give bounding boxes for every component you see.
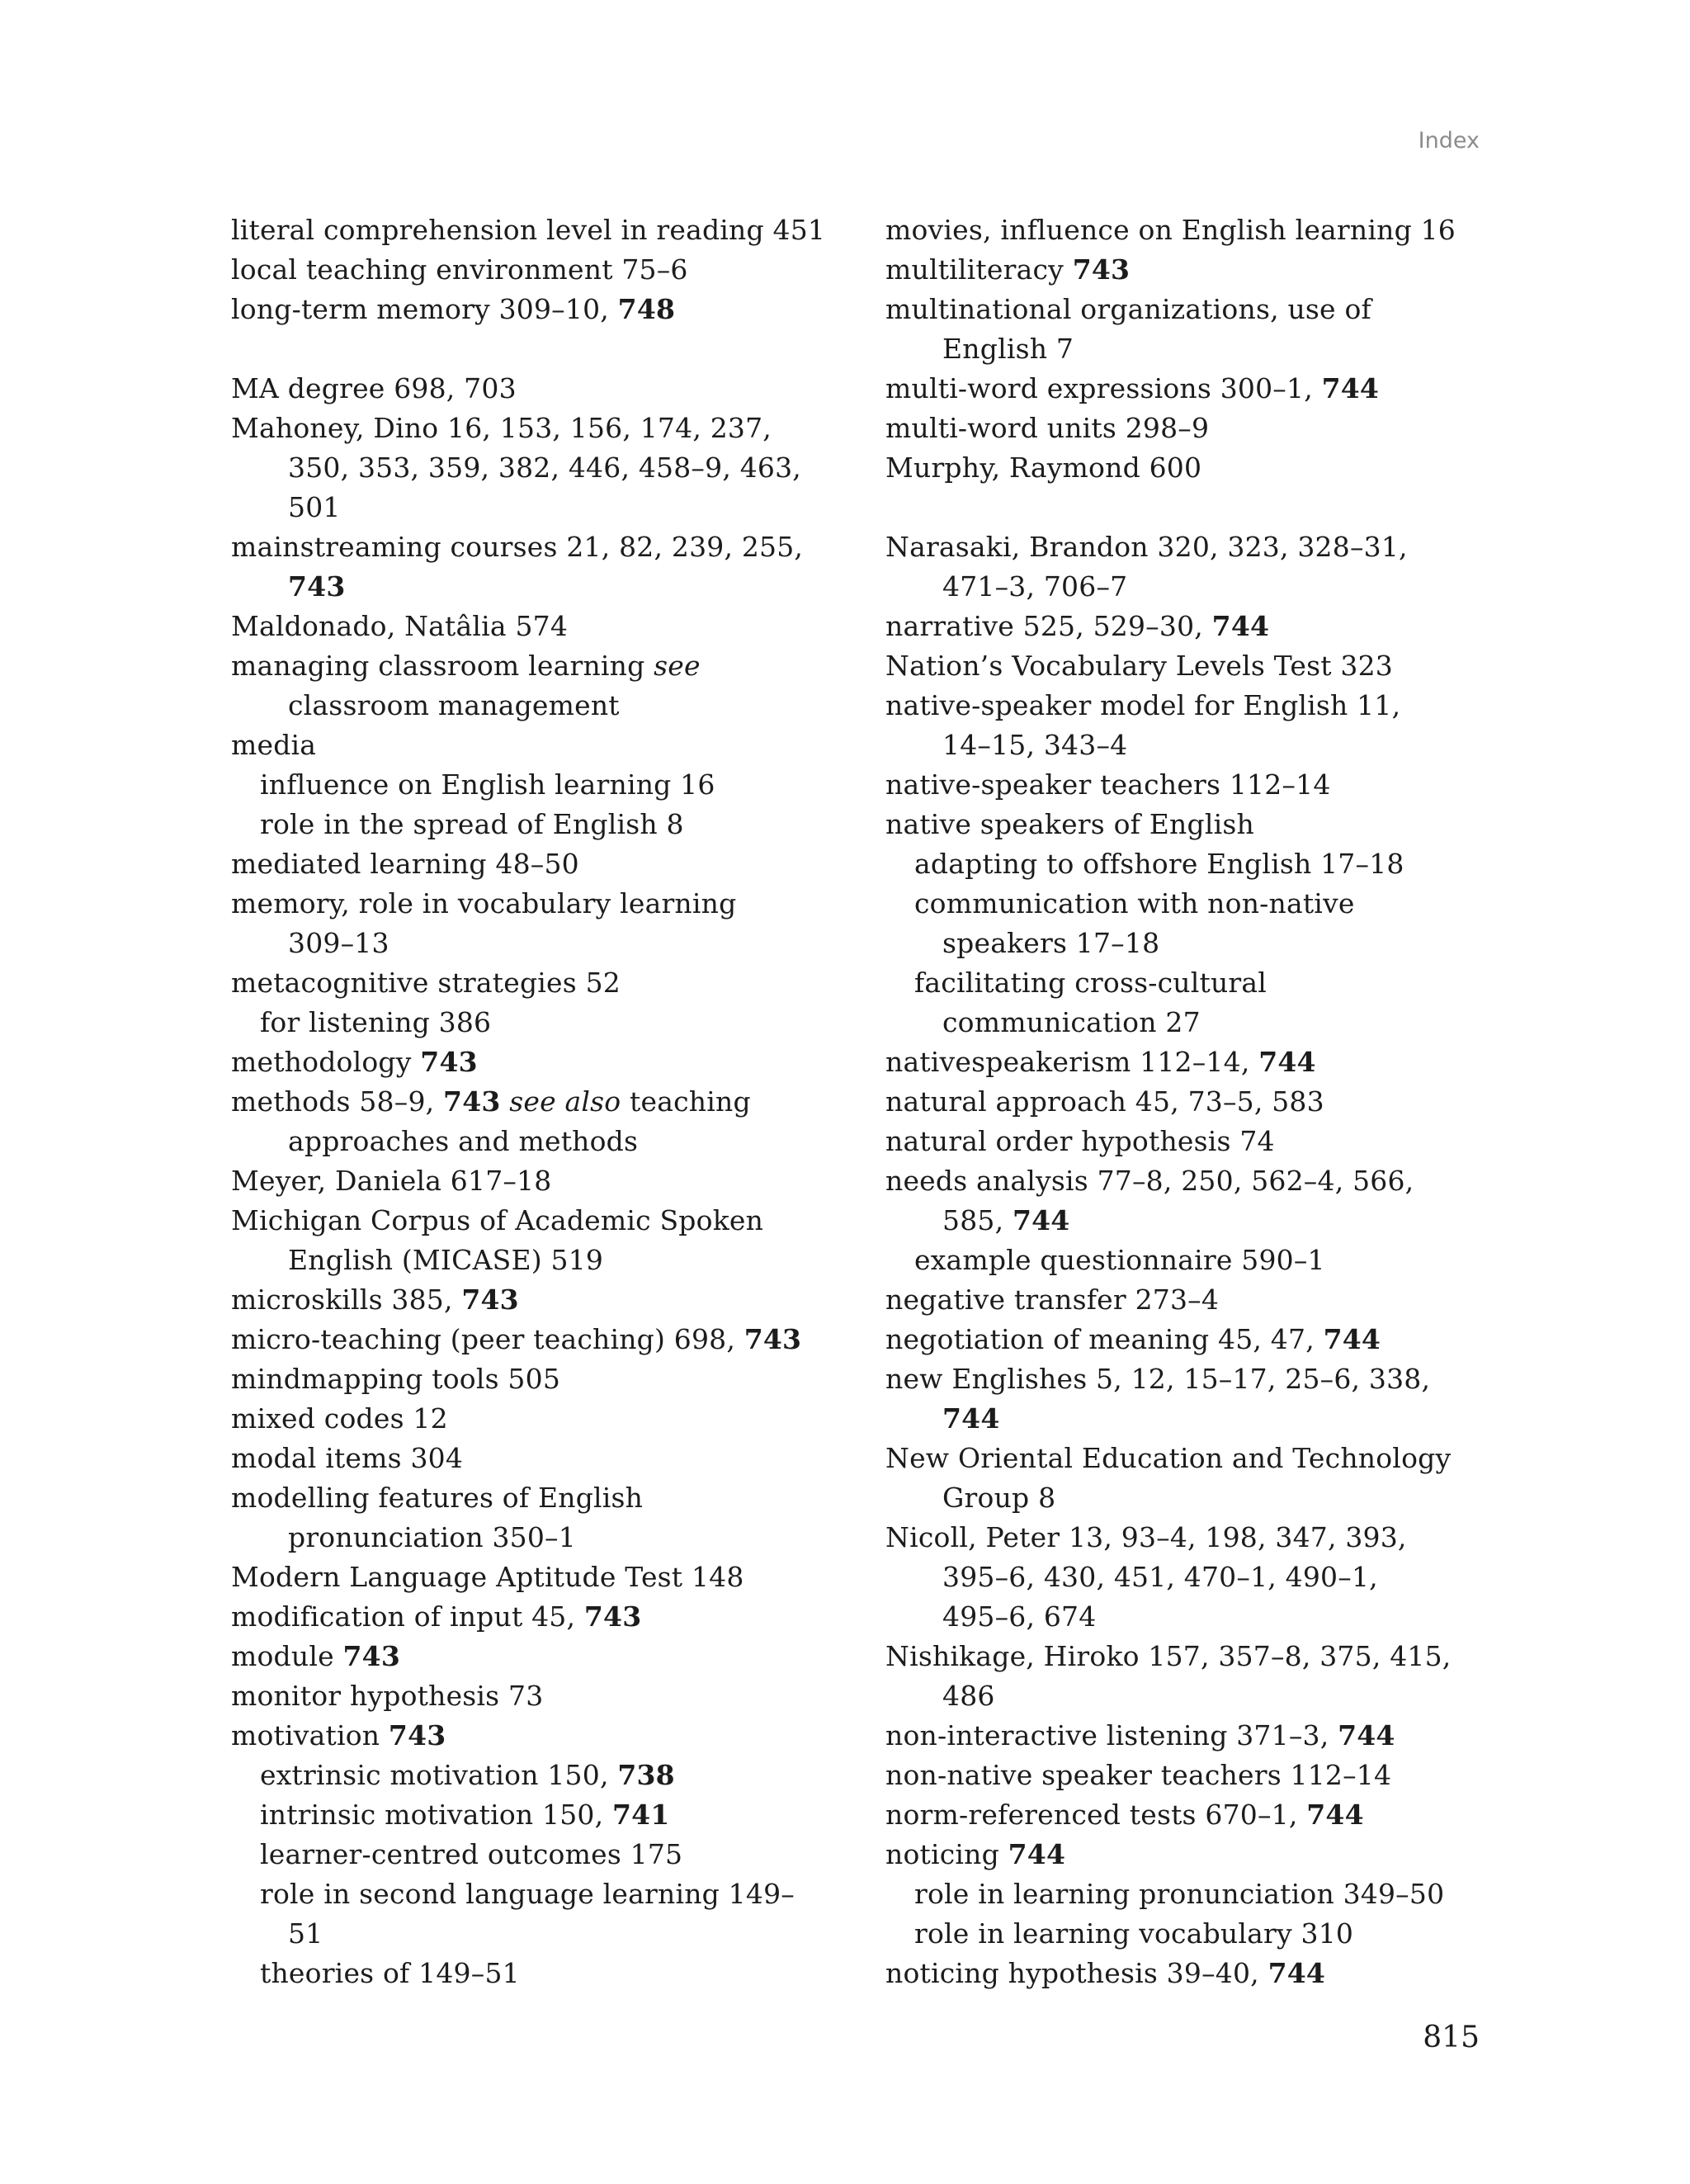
principal-page-ref: 744 — [1268, 1957, 1326, 1989]
index-entry-continuation — [885, 1003, 1496, 1042]
index-entry — [231, 1478, 858, 1518]
index-entry — [231, 1320, 858, 1359]
principal-page-ref: 743 — [288, 570, 346, 603]
index-entry — [885, 1122, 1496, 1161]
principal-page-ref: 744 — [1258, 1046, 1316, 1078]
entry-text: noticing — [885, 1838, 1008, 1870]
index-entry — [231, 1161, 858, 1201]
index-entry — [885, 1320, 1496, 1359]
entry-text: native speakers of English — [885, 808, 1254, 840]
entry-text: MA degree 698, 703 — [231, 372, 517, 404]
entry-text: English (MICASE) 519 — [288, 1244, 604, 1276]
entry-text: methodology — [231, 1046, 421, 1078]
entry-text: Mahoney, Dino 16, 153, 156, 174, 237, — [231, 412, 772, 444]
entry-text: noticing hypothesis 39–40, — [885, 1957, 1268, 1989]
entry-text: Nation’s Vocabulary Levels Test 323 — [885, 650, 1393, 682]
index-entry — [231, 1201, 858, 1241]
index-subentry — [231, 1003, 858, 1042]
index-subentry — [231, 805, 858, 844]
entry-text — [501, 1085, 510, 1118]
entry-text: teaching — [621, 1085, 751, 1118]
entry-text: mediated learning 48–50 — [231, 848, 579, 880]
entry-text: natural approach 45, 73–5, 583 — [885, 1085, 1324, 1118]
index-subentry — [231, 1756, 858, 1795]
principal-page-ref: 748 — [617, 293, 676, 325]
entry-text: Nishikage, Hiroko 157, 357–8, 375, 415, — [885, 1640, 1452, 1672]
index-subentry — [231, 1795, 858, 1835]
index-subentry — [231, 1874, 858, 1914]
index-entry-continuation — [885, 1676, 1496, 1716]
entry-text: communication 27 — [942, 1006, 1201, 1038]
index-entry-continuation — [231, 1241, 858, 1280]
entry-text: monitor hypothesis 73 — [231, 1680, 544, 1712]
entry-text: norm-referenced tests 670–1, — [885, 1799, 1307, 1831]
entry-text: module — [231, 1640, 343, 1672]
index-entry — [885, 290, 1496, 329]
index-entry — [885, 1716, 1496, 1756]
entry-text: Meyer, Daniela 617–18 — [231, 1165, 552, 1197]
entry-text: native-speaker model for English 11, — [885, 689, 1401, 721]
index-subentry — [231, 1835, 858, 1874]
entry-text: approaches and methods — [288, 1125, 639, 1157]
entry-text: 585, — [942, 1204, 1013, 1236]
entry-text: 486 — [942, 1680, 995, 1712]
principal-page-ref: 744 — [1211, 610, 1270, 642]
entry-text: Maldonado, Natâlia 574 — [231, 610, 569, 642]
index-entry — [231, 844, 858, 884]
entry-text: theories of 149–51 — [260, 1957, 520, 1989]
principal-page-ref: 743 — [388, 1719, 446, 1751]
index-entry — [885, 1439, 1496, 1478]
index-entry-continuation — [885, 329, 1496, 369]
running-header: Index — [1418, 128, 1480, 154]
index-entry-continuation — [885, 567, 1496, 607]
index-entry — [885, 1835, 1496, 1874]
index-entry — [231, 1082, 858, 1122]
entry-text: needs analysis 77–8, 250, 562–4, 566, — [885, 1165, 1414, 1197]
entry-text: memory, role in vocabulary learning — [231, 887, 737, 919]
index-entry — [885, 1518, 1496, 1558]
principal-page-ref: 743 — [342, 1640, 400, 1672]
principal-page-ref: 744 — [1321, 372, 1380, 404]
entry-text: Michigan Corpus of Academic Spoken — [231, 1204, 764, 1236]
index-entry — [231, 1439, 858, 1478]
entry-text: literal comprehension level in reading 451 — [231, 214, 826, 246]
entry-text: Group 8 — [942, 1482, 1056, 1514]
entry-text: example questionnaire 590–1 — [914, 1244, 1325, 1276]
entry-text: narrative 525, 529–30, — [885, 610, 1212, 642]
index-subentry — [885, 963, 1496, 1003]
index-entry — [885, 527, 1496, 567]
entry-text: Murphy, Raymond 600 — [885, 451, 1202, 484]
index-entry — [885, 409, 1496, 448]
index-entry — [885, 607, 1496, 646]
page-number: 815 — [1423, 2021, 1480, 2054]
principal-page-ref: 741 — [612, 1799, 670, 1831]
entry-text: long-term memory 309–10, — [231, 293, 618, 325]
entry-text: 51 — [288, 1917, 323, 1950]
entry-text: negative transfer 273–4 — [885, 1283, 1220, 1316]
index-entry — [885, 1042, 1496, 1082]
index-entry-continuation — [885, 1201, 1496, 1241]
index-entry — [885, 805, 1496, 844]
entry-text: movies, influence on English learning 16 — [885, 214, 1456, 246]
index-entry — [231, 210, 858, 250]
index-entry-continuation — [885, 1399, 1496, 1439]
entry-text: Narasaki, Brandon 320, 323, 328–31, — [885, 531, 1408, 563]
entry-text: multiliteracy — [885, 253, 1073, 286]
cross-reference: see — [654, 650, 701, 682]
entry-text: 495–6, 674 — [942, 1600, 1097, 1633]
entry-text: managing classroom learning — [231, 650, 654, 682]
entry-text: motivation — [231, 1719, 389, 1751]
index-entry — [885, 1954, 1496, 1993]
index-entry — [231, 1042, 858, 1082]
entry-text: 350, 353, 359, 382, 446, 458–9, 463, — [288, 451, 801, 484]
principal-page-ref: 744 — [1323, 1323, 1381, 1355]
index-subentry — [885, 844, 1496, 884]
entry-text: multinational organizations, use of — [885, 293, 1371, 325]
index-entry — [885, 1795, 1496, 1835]
index-entry-continuation — [885, 726, 1496, 765]
entry-text: negotiation of meaning 45, 47, — [885, 1323, 1324, 1355]
entry-text: local teaching environment 75–6 — [231, 253, 688, 286]
principal-page-ref: 743 — [420, 1046, 478, 1078]
index-entry-continuation — [231, 686, 858, 726]
index-entry — [885, 765, 1496, 805]
index-column-left — [231, 210, 858, 1993]
entry-text: role in learning vocabulary 310 — [914, 1917, 1354, 1950]
index-entry-continuation — [231, 488, 858, 527]
entry-text: multi-word expressions 300–1, — [885, 372, 1322, 404]
index-entry — [231, 1716, 858, 1756]
index-entry — [231, 369, 858, 409]
index-entry — [231, 527, 858, 567]
index-entry — [231, 1597, 858, 1637]
entry-text: new Englishes 5, 12, 15–17, 25–6, 338, — [885, 1363, 1431, 1395]
index-entry — [231, 1399, 858, 1439]
entry-text: mindmapping tools 505 — [231, 1363, 561, 1395]
index-entry-continuation — [231, 567, 858, 607]
index-subentry — [885, 1874, 1496, 1914]
index-subentry — [231, 1954, 858, 1993]
entry-text: nativespeakerism 112–14, — [885, 1046, 1259, 1078]
index-subentry — [231, 765, 858, 805]
principal-page-ref: 744 — [1012, 1204, 1070, 1236]
principal-page-ref: 744 — [1306, 1799, 1364, 1831]
entry-text: non-native speaker teachers 112–14 — [885, 1759, 1392, 1791]
index-entry — [231, 963, 858, 1003]
principal-page-ref: 738 — [617, 1759, 675, 1791]
index-entry — [885, 448, 1496, 488]
entry-text: New Oriental Education and Technology — [885, 1442, 1452, 1474]
index-entry — [885, 1161, 1496, 1201]
entry-text: micro-teaching (peer teaching) 698, — [231, 1323, 744, 1355]
index-entry — [885, 369, 1496, 409]
index-entry — [231, 884, 858, 924]
index-entry — [885, 1637, 1496, 1676]
entry-text: 309–13 — [288, 927, 389, 959]
principal-page-ref: 743 — [583, 1600, 642, 1633]
entry-text: facilitating cross-cultural — [914, 967, 1268, 999]
entry-text: role in the spread of English 8 — [260, 808, 684, 840]
entry-text: native-speaker teachers 112–14 — [885, 768, 1331, 801]
index-entry-continuation — [885, 1478, 1496, 1518]
index-entry — [231, 1558, 858, 1597]
index-entry-continuation — [231, 1122, 858, 1161]
entry-text: microskills 385, — [231, 1283, 462, 1316]
entry-text: Modern Language Aptitude Test 148 — [231, 1561, 744, 1593]
index-entry — [231, 1637, 858, 1676]
cross-reference: see also — [509, 1085, 621, 1118]
entry-text: communication with non-native — [914, 887, 1355, 919]
index-entry — [885, 1280, 1496, 1320]
index-entry — [231, 290, 858, 329]
entry-text: non-interactive listening 371–3, — [885, 1719, 1338, 1751]
entry-text: learner-centred outcomes 175 — [260, 1838, 683, 1870]
index-entry — [231, 726, 858, 765]
entry-text: mainstreaming courses 21, 82, 239, 255, — [231, 531, 804, 563]
index-entry-continuation — [231, 1518, 858, 1558]
index-entry — [885, 1082, 1496, 1122]
index-entry-continuation — [885, 924, 1496, 963]
index-entry — [885, 210, 1496, 250]
entry-text: modification of input 45, — [231, 1600, 584, 1633]
entry-text: multi-word units 298–9 — [885, 412, 1210, 444]
principal-page-ref: 744 — [1338, 1719, 1395, 1751]
index-entry — [885, 686, 1496, 726]
entry-text: speakers 17–18 — [942, 927, 1160, 959]
entry-text: for listening 386 — [260, 1006, 492, 1038]
principal-page-ref: 744 — [1008, 1838, 1066, 1870]
index-entry-continuation — [885, 1558, 1496, 1597]
entry-text: methods 58–9, — [231, 1085, 444, 1118]
index-entry — [231, 1359, 858, 1399]
entry-text: natural order hypothesis 74 — [885, 1125, 1275, 1157]
index-entry — [885, 1756, 1496, 1795]
entry-text: Nicoll, Peter 13, 93–4, 198, 347, 393, — [885, 1521, 1407, 1553]
entry-text: modelling features of English — [231, 1482, 644, 1514]
entry-text: classroom management — [288, 689, 620, 721]
entry-text: media — [231, 729, 317, 761]
index-subentry — [885, 884, 1496, 924]
entry-text: adapting to offshore English 17–18 — [914, 848, 1404, 880]
index-entry — [885, 1359, 1496, 1399]
entry-text: intrinsic motivation 150, — [260, 1799, 612, 1831]
index-entry-continuation — [885, 1597, 1496, 1637]
entry-text: modal items 304 — [231, 1442, 464, 1474]
entry-text: influence on English learning 16 — [260, 768, 715, 801]
principal-page-ref: 743 — [443, 1085, 501, 1118]
entry-text: role in second language learning 149– — [260, 1878, 795, 1910]
index-subentry — [885, 1914, 1496, 1954]
entry-text: 501 — [288, 491, 341, 523]
index-entry-continuation — [231, 924, 858, 963]
entry-text: extrinsic motivation 150, — [260, 1759, 618, 1791]
entry-text: 395–6, 430, 451, 470–1, 490–1, — [942, 1561, 1378, 1593]
index-entry — [885, 250, 1496, 290]
index-entry — [231, 250, 858, 290]
entry-text: 14–15, 343–4 — [942, 729, 1128, 761]
entry-text: 471–3, 706–7 — [942, 570, 1128, 603]
index-entry — [885, 646, 1496, 686]
index-entry — [231, 409, 858, 448]
index-entry-continuation — [231, 448, 858, 488]
entry-text: pronunciation 350–1 — [288, 1521, 576, 1553]
index-entry — [231, 1280, 858, 1320]
index-column-right — [885, 210, 1496, 1993]
principal-page-ref: 744 — [942, 1402, 1000, 1435]
entry-text: role in learning pronunciation 349–50 — [914, 1878, 1445, 1910]
principal-page-ref: 743 — [744, 1323, 802, 1355]
entry-text: metacognitive strategies 52 — [231, 967, 621, 999]
entry-text: English 7 — [942, 333, 1074, 365]
entry-text: mixed codes 12 — [231, 1402, 448, 1435]
index-entry — [231, 646, 858, 686]
principal-page-ref: 743 — [461, 1283, 519, 1316]
index-entry — [231, 607, 858, 646]
principal-page-ref: 743 — [1072, 253, 1131, 286]
index-entry — [231, 1676, 858, 1716]
index-entry-continuation — [231, 1914, 858, 1954]
index-subentry — [885, 1241, 1496, 1280]
